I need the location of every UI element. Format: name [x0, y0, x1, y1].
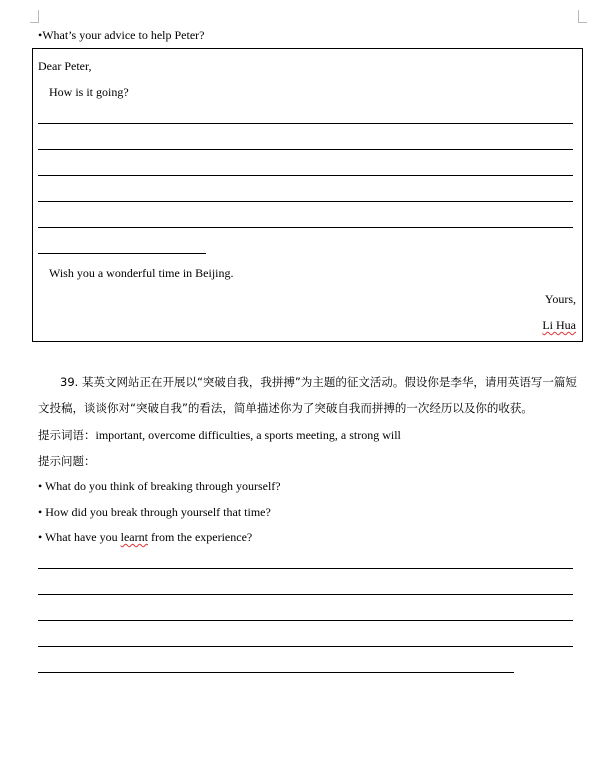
letter-signoff: Yours, [544, 292, 576, 306]
answer-line[interactable] [38, 646, 573, 647]
page-corner-mark-left [30, 10, 39, 23]
hint-questions-label: 提示问题： [38, 454, 96, 468]
q39-instruction-line1: 39. 某英文网站正在开展以“突破自我，我拼搏”为主题的征文活动。假设你是李华，请用英语写一篇短 [60, 375, 577, 389]
hint-words: important, overcome difficulties, a sports meeting, a strong will [95, 428, 401, 442]
hint-words-row [38, 427, 401, 443]
answer-line[interactable] [38, 594, 573, 595]
advice-question: •What’s your advice to help Peter? [38, 28, 205, 42]
answer-line-last[interactable] [38, 672, 514, 673]
hint-question-2: • How did you break through yourself that time? [38, 505, 271, 519]
writing-line[interactable] [38, 227, 573, 228]
writing-line[interactable] [38, 201, 573, 202]
letter-salutation: Dear Peter, [38, 59, 92, 73]
hint-words-label: 提示词语： [38, 428, 96, 442]
writing-line-short[interactable] [38, 253, 206, 254]
letter-signature: Li Hua [542, 318, 576, 332]
letter-opening: How is it going? [49, 85, 129, 99]
hint-question-1: • What do you think of breaking through yourself? [38, 479, 281, 493]
spellcheck-flagged-word: learnt [120, 530, 148, 544]
letter-closing: Wish you a wonderful time in Beijing. [49, 266, 234, 280]
page-corner-mark-right [578, 10, 587, 23]
writing-line[interactable] [38, 175, 573, 176]
writing-line[interactable] [38, 123, 573, 124]
answer-line[interactable] [38, 620, 573, 621]
hint-question-3: • What have you learnt from the experience? [38, 530, 253, 544]
writing-line[interactable] [38, 149, 573, 150]
letter-writing-box [32, 48, 583, 342]
answer-line[interactable] [38, 568, 573, 569]
q39-instruction-line2: 文投稿，谈谈你对“突破自我”的看法，简单描述你为了突破自我而拼搏的一次经历以及你的收获。 [38, 401, 533, 415]
